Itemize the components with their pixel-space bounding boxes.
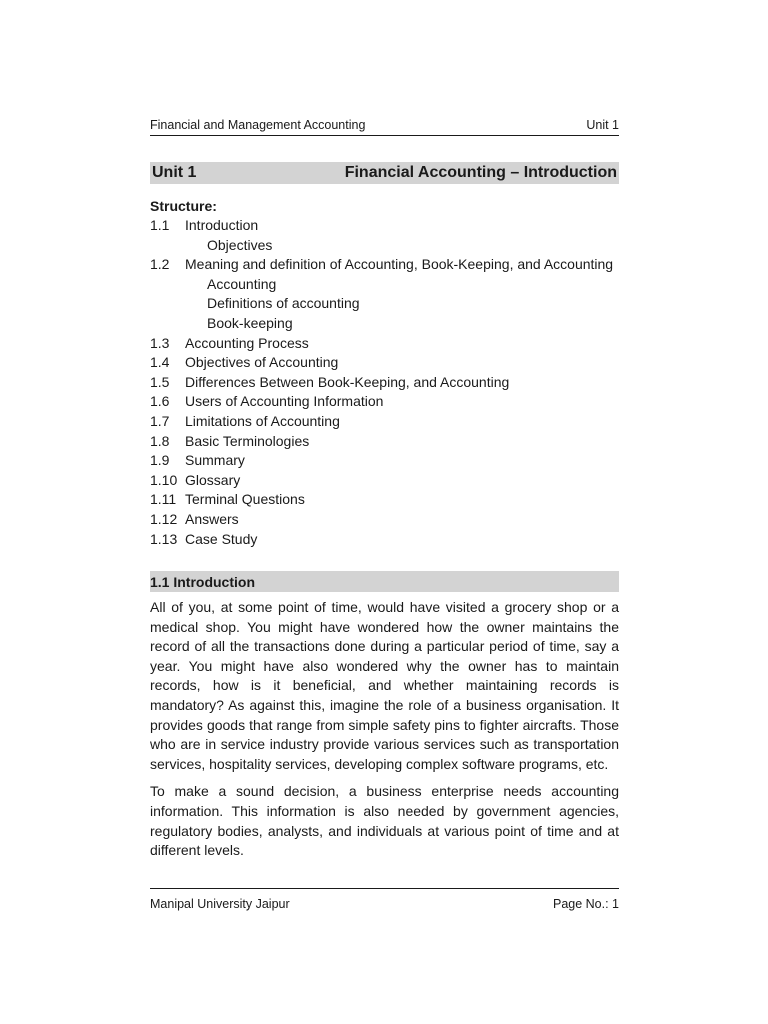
toc-item-label: Differences Between Book-Keeping, and Accounting [185,373,510,390]
toc-item-label: Meaning and definition of Accounting, Book-Keeping, and Accounting [185,256,614,273]
section-body [150,598,619,869]
toc-item [150,510,619,530]
toc-item [150,471,619,491]
toc-item-number: 1.7 [150,412,170,429]
toc-item-number: 1.10 [150,471,178,488]
toc-item [150,373,619,393]
toc-item-number: 1.8 [150,432,170,449]
toc-item-label: Case Study [185,530,258,547]
toc-item-number: 1.3 [150,334,170,351]
toc-item [150,412,619,432]
toc-item-label: Summary [185,452,245,469]
toc-subitem: Book-keeping [207,314,293,331]
unit-title: Financial Accounting – Introduction [344,164,617,181]
toc-item [150,392,619,412]
toc-item-number: 1.5 [150,373,170,390]
toc-subitem: Accounting [207,275,277,292]
running-header [150,115,619,136]
toc-item-number: 1.13 [150,530,178,547]
toc-item-label: Accounting Process [185,334,309,351]
toc-item [150,530,619,550]
structure-label: Structure: [150,198,217,214]
toc-list [150,216,619,549]
toc-item [150,334,619,354]
section-heading: 1.1 Introduction [150,573,255,590]
footer-page-number: Page No.: 1 [552,897,619,911]
toc-item-label: Introduction [185,217,259,233]
toc-item-number: 1.11 [150,491,177,508]
toc-item-label: Glossary [185,471,241,488]
toc-item-number: 1.4 [150,354,170,371]
toc-item [150,255,619,275]
footer-university: Manipal University Jaipur [150,897,290,911]
toc-item [150,432,619,452]
toc-item [150,451,619,471]
toc-item-label: Terminal Questions [185,491,305,508]
toc-item-label: Users of Accounting Information [185,393,384,410]
toc-item-label: Basic Terminologies [185,432,310,449]
toc-item-number: 1.6 [150,393,170,410]
toc-item-label: Answers [185,510,239,527]
toc-item-label: Limitations of Accounting [185,412,340,429]
toc-subitem: Objectives [207,236,273,253]
toc-item-number: 1.12 [150,510,178,527]
toc-item-number: 1.1 [150,217,170,233]
toc-item-label: Objectives of Accounting [185,354,339,371]
structure-outline [150,196,619,549]
header-book-title: Financial and Management Accounting [150,118,366,132]
running-footer [150,888,619,911]
toc-subitem: Definitions of accounting [207,295,360,312]
unit-number: Unit 1 [152,164,197,181]
toc-item-number: 1.9 [150,452,170,469]
toc-item [150,353,619,373]
header-unit-label: Unit 1 [586,118,619,132]
toc-item [150,216,619,236]
document-page [150,0,619,1024]
toc-item-number: 1.2 [150,256,170,273]
toc-item [150,490,619,510]
paragraph: All of you, at some point of time, would have visited a grocery shop or a medical shop. You might have wondered how the owner maintains the record of all the transactions done during a particular period of time, say a year. You might have also wondered why the owner has to maintain records, how is it beneficial, and whether maintaining records is mandatory? As against this, imagine the role of a business organisation. It provides goods that range from simple safety pins to fighter aircrafts. Those who are in service industry provide various services such as transportation services, hospitality services, developing complex software programs, etc. [150,599,619,772]
unit-title-bar [150,162,619,184]
section-heading-bar [150,571,619,592]
paragraph: To make a sound decision, a business enterprise needs accounting information. This information is also needed by government agencies, regulatory bodies, analysts, and individuals at various point of time and at different levels. [150,783,619,859]
